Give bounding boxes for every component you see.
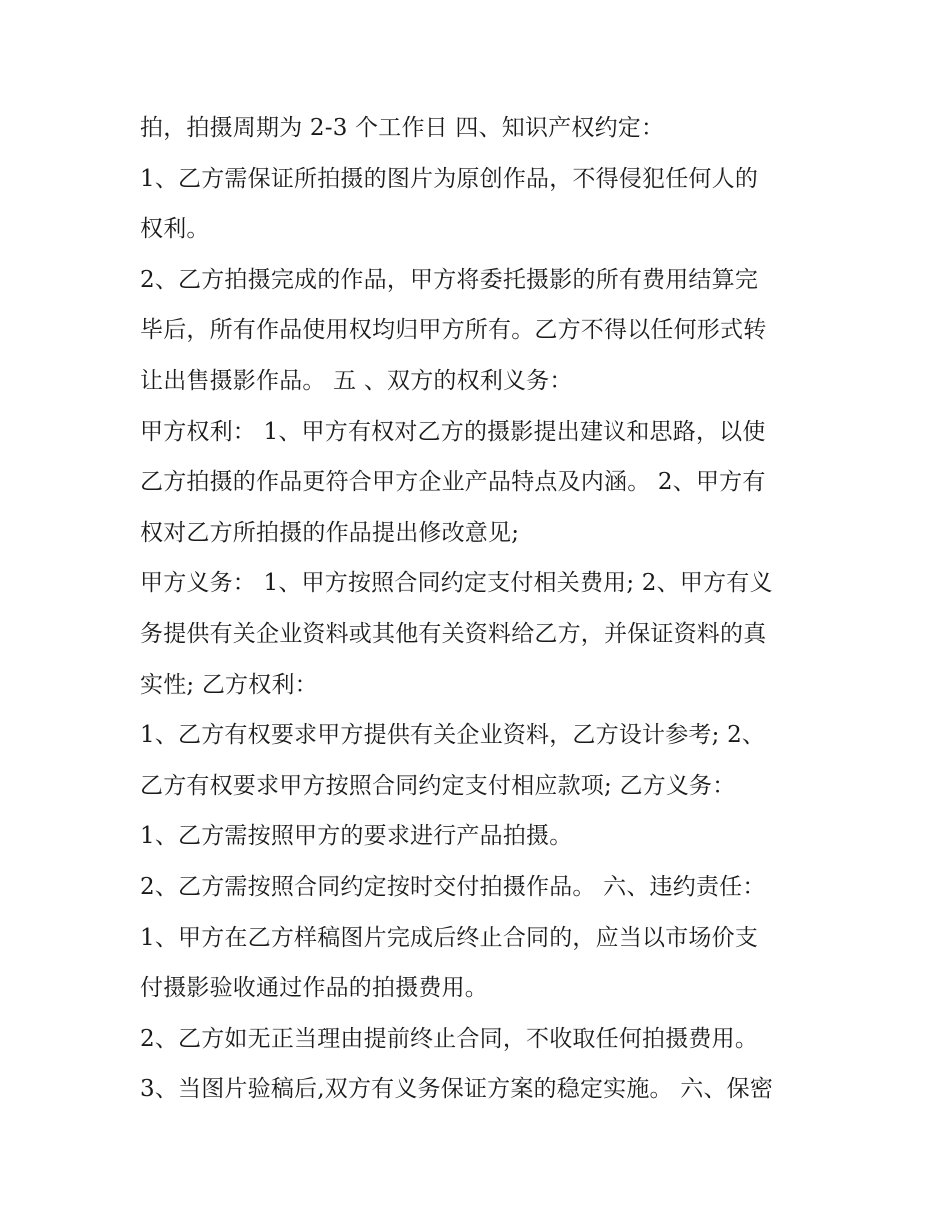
document-body (140, 103, 820, 1115)
text-line: 甲方权利： 1、甲方有权对乙方的摄影提出建议和思路，以使 (140, 418, 766, 445)
text-line: 让出售摄影作品。 五 、双方的权利义务： (140, 367, 573, 394)
text-line: 2、乙方如无正当理由提前终止合同，不收取任何拍摄费用。 (140, 1025, 759, 1052)
text-line: 乙方拍摄的作品更符合甲方企业产品特点及内涵。 2、甲方有 (140, 469, 766, 496)
text-line: 毕后，所有作品使用权均归甲方所有。乙方不得以任何形式转 (140, 317, 767, 344)
text-line: 实性; 乙方权利： (140, 671, 318, 698)
text-line: 务提供有关企业资料或其他有关资料给乙方，并保证资料的真 (140, 620, 767, 647)
text-line: 1、乙方需保证所拍摄的图片为原创作品，不得侵犯任何人的 (140, 165, 759, 192)
text-line: 1、乙方有权要求甲方提供有关企业资料，乙方设计参考; 2、 (140, 722, 766, 749)
text-line: 权利。 (140, 216, 210, 243)
text-line: 1、甲方在乙方样稿图片完成后终止合同的，应当以市场价支 (140, 924, 759, 951)
text-line: 2、乙方需按照合同约定按时交付拍摄作品。 六、违约责任： (140, 873, 766, 900)
text-line: 权对乙方所拍摄的作品提出修改意见; (140, 519, 520, 546)
text-line: 2、乙方拍摄完成的作品，甲方将委托摄影的所有费用结算完 (140, 266, 759, 293)
text-line: 甲方义务： 1、甲方按照合同约定支付相关费用; 2、甲方有义 (140, 570, 773, 597)
text-line: 1、乙方需按照甲方的要求进行产品拍摄。 (140, 823, 573, 850)
text-line: 拍，拍摄周期为 2-3 个工作日 四、知识产权约定： (140, 115, 665, 141)
text-line: 乙方有权要求甲方按照合同约定支付相应款项; 乙方义务： (140, 772, 736, 799)
text-line: 3、当图片验稿后,双方有义务保证方案的稳定实施。 六、保密 (140, 1076, 774, 1103)
text-line: 付摄影验收通过作品的拍摄费用。 (140, 975, 488, 1002)
